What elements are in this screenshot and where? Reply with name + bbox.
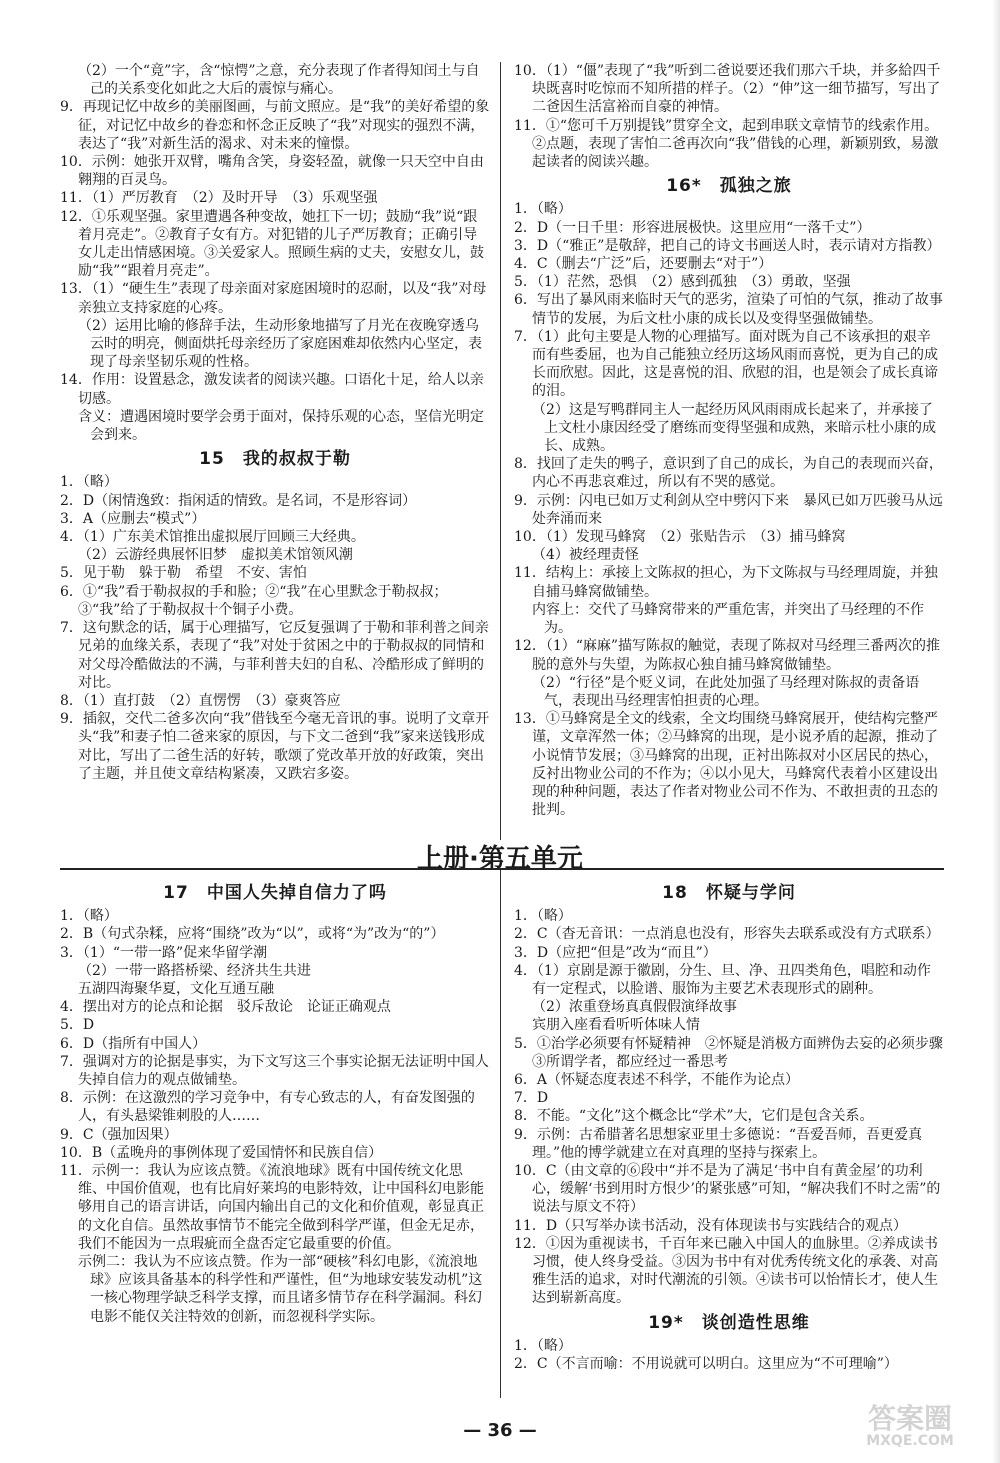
answer-item: 5．①治学必须要有怀疑精神 ②怀疑是消极方面辨伪去妄的必须步骤 ③所谓学者，都应经过一番思考 (514, 1035, 957, 1070)
section-title: 17 中国人失掉自信力了吗 (163, 883, 387, 903)
answer-subitem: 含义：遭遇困境时要学会勇于面对，保持乐观的心态，坚信光明定会到来。 (78, 408, 484, 444)
section-title: 19* 谈创造性思维 (648, 1312, 810, 1333)
answer-subitem: （4）被经理责怪 (532, 547, 639, 564)
unit-rule (60, 868, 944, 870)
answer-subitem: （2）云游经典展怀旧梦 虚拟美术馆领风潮 (78, 547, 353, 564)
answer-item: 11．D（只写举办读书活动，没有体现读书与实践结合的观点） (514, 1217, 908, 1234)
answer-item: 5．D (60, 1017, 95, 1034)
answer-item: 5．（1）茫然，恐惧 （2）感到孤独 （3）勇敢，坚强 (514, 274, 851, 291)
answer-item: 14．作用：设置悬念，激发读者的阅读兴趣。口语化十足，给人以亲切感。 (60, 372, 484, 407)
answer-item: 11．（1）严厉教育 （2）及时开导 （3）乐观坚强 (60, 190, 378, 207)
page-number: — 36 — (463, 1420, 537, 1441)
answer-item: 6．A（怀疑态度表述不科学，不能作为论点） (514, 1072, 800, 1089)
watermark-url: MXQE.COM (866, 1433, 954, 1449)
answer-item: 10．（1）“僵”表现了“我”听到二爸说要还我们那六千块，并多給四千块既喜时吃惊而不知所措的样子。（2）“伸”这一细节描写，写出了二爸因生活富裕而自豪的神情。 (514, 63, 941, 116)
answer-item: 8．示例：在这激烈的学习竞争中，有专心致志的人，有奋发图强的人，有头悬梁锥刺股的人…… (60, 1090, 475, 1125)
answer-item: 8．找回了走失的鸭子，意识到了自己的成长，为自己的表现而兴奋，内心不再悲哀难过，所以有不哭的感觉。 (514, 456, 943, 491)
answer-item: 10．示例：她张开双臂，嘴角含笑，身姿轻盈，就像一只天空中自由翱翔的百灵鸟。 (60, 154, 484, 189)
answer-item: 1．（略） (60, 908, 118, 925)
answer-item: 6．D（指所有中国人） (60, 1035, 207, 1052)
unit-title: 上册·第五单元 (417, 844, 583, 874)
answer-item: 3．（1）“一带一路”促来华留学潮 (60, 944, 268, 961)
answer-item: 11．结构上：承接上文陈叔的担心，为下文陈叔与马经理周旋，并独自捕马蜂窝做铺垫。 (514, 565, 938, 600)
answer-item: 1．（略） (514, 201, 572, 218)
answer-item: 1．（略） (60, 474, 118, 491)
answer-item: 7．这句默念的话，属于心理描写，它反复强调了于勒和菲利普之间亲兄弟的血缘关系，表现了“我”对处于贫困之中的于勒叔叔的同情和对父母冷酷做法的不满，与菲利普夫妇的自私、冷酷形成了鲜明的对比。 (60, 620, 489, 691)
answer-item: 8．不能。“文化”这个概念比“学术”大，它们是包含关系。 (514, 1108, 874, 1125)
answer-item: 2．B（句式杂糅，应将“围绕”改为“以”，或将“为”改为“的”） (60, 926, 445, 943)
answer-item: 9．示例：古希腊著名思想家亚里士多德说：“吾爱吾师，吾更爱真理。”他的博学就建立在对真理的坚持与探索上。 (514, 1126, 923, 1161)
answer-item: 8．（1）直打鼓 （2）直愣愣 （3）豪爽答应 (60, 692, 341, 709)
answer-subitem: （2）一带一路搭桥梁、经济共生共进 (78, 962, 311, 979)
answer-item: 3．D（应把“但是”改为“而且”） (514, 944, 717, 961)
section-title: 16* 孤独之旅 (666, 176, 792, 197)
answer-item: 9．C（强加因果） (60, 1126, 178, 1143)
column-bottom-left (60, 878, 490, 1326)
answer-item: 12．（1）“麻麻”描写陈叔的触觉，表现了陈叔对马经理三番两次的推脱的意外与失望，为陈叔心独自捕马蜂窝做铺垫。 (514, 638, 941, 673)
answer-subitem: 五湖四海聚华夏，文化互通互融 (78, 981, 274, 998)
answer-item: 10．B（孟晚舟的事例体现了爱国情怀和民族自信） (60, 1144, 383, 1161)
answer-subitem: （2）“行径”是个贬义词，在此处加强了马经理对陈叔的责备语气，表现出马经理害怕担责的心理。 (532, 674, 920, 709)
answer-item: 4．（1）广东美术馆推出虚拟展厅回顾三大经典。 (60, 529, 365, 546)
answer-subitem: 示例二：我认为不应该点赞。作为一部“硬核”科幻电影，《流浪地球》应该具备基本的科学性和严谨性，但“为地球安装发动机”这一核心物理学缺乏科学支撑，而且诸多情节存在科学漏洞。科幻电影不能仅关注特效的创新，而忽视科学实际。 (78, 1254, 483, 1325)
answer-item: 7．D (514, 1090, 549, 1107)
answer-item: 5．见于勒 躲于勒 希望 不安、害怕 (60, 565, 307, 582)
scan-edge-shadow (992, 0, 1000, 1463)
column-divider-top (500, 62, 501, 840)
answer-subitem: 宾朋入座看看听听体味人情 (532, 1017, 700, 1034)
answer-item: 6．写出了暴风雨来临时天气的恶劣，渲染了可怕的气氛，推动了故事情节的发展，为后文杜小康的成长以及变得坚强做铺垫。 (514, 292, 943, 327)
answer-item: 12．①乐观坚强。家里遭遇各种变故，她扛下一切；鼓励“我”说“跟着月亮走”。②教育子女有方。对犯错的儿子严厉教育；正确引导女儿走出情感困境。③关爱家人。照顾生病的丈夫，安慰女儿，鼓励“我”“跟着月亮走”。 (60, 208, 484, 280)
column-bottom-right (514, 878, 957, 1373)
answer-item: 2．C（杳无音讯：一点消息也没有，形容失去联系或没有方式联系） (514, 926, 940, 943)
column-divider-bottom (500, 870, 501, 1398)
answer-item: 2．D（一日千里：形容进展极快。这里应用“一落千丈”） (514, 219, 871, 236)
column-top-right (514, 62, 944, 819)
watermark-logo (830, 1402, 990, 1455)
answer-subitem: （2）一个“竟”字，含“惊愕”之意，充分表现了作者得知闰土与自己的关系变化如此之大后的震惊与痛心。 (78, 63, 480, 98)
answer-item: 3．A（应删去“模式”） (60, 510, 206, 527)
answer-item: 10．C（由文章的⑥段中“并不是为了满足‘书中自有黄金屋’的功利心，缓解‘书到用时方恨少’的紧张感”可知，“解决我们不时之需”的说法与原文不符） (514, 1163, 941, 1216)
answer-item: 13．（1）“硬生生”表现了母亲面对家庭困境时的忍耐，以及“我”对母亲独立支持家庭的心疼。 (60, 281, 487, 316)
column-top-left (60, 62, 490, 783)
answer-item: 6．①“我”看于勒叔叔的手和脸；②“我”在心里默念于勒叔叔；③“我”给了于勒叔叔十个铜子小费。 (60, 583, 448, 618)
answer-item: 4．C（删去“广泛”后，还要删去“对于”） (514, 256, 773, 273)
answer-item: 7．强调对方的论据是事实，为下文写这三个事实论据无法证明中国人失掉自信力的观点做铺垫。 (60, 1053, 489, 1089)
watermark-text: 答案圈 (867, 1402, 952, 1435)
answer-subitem: （2）这是写鸭群同主人一起经历风风雨雨成长起来了，并承接了上文杜小康因经受了磨练而变得坚强和成熟，来暗示杜小康的成长、成熟。 (532, 401, 936, 455)
answer-item: 7．（1）此句主要是人物的心理描写。面对既为自己不该承担的艰辛而有些委屈，也为自己能独立经历这场风雨而喜悦，更为自己的成长而欣慰。因此，这是喜悦的泪、欣慰的泪，也是领会了成长真谛的泪。 (514, 328, 938, 400)
answer-item: 9．示例：闪电已如万丈利剑从空中劈闪下来 暴风已如万匹骏马从远处奔涌而来 (514, 492, 943, 527)
answer-subitem: （2）运用比喻的修辞手法，生动形象地描写了月光在夜晚穿透乌云时的明亮，侧面烘托母亲经历了家庭困难却依然内心坚定，表现了母亲坚韧乐观的性格。 (78, 317, 482, 371)
answer-item: 11．①“您可千万别提钱”贯穿全文，起到串联文章情节的线索作用。②点题，表现了害怕二爸再次向“我”借钱的心理，新颖别致，易激起读者的阅读兴趣。 (514, 117, 939, 171)
answer-item: 13．①马蜂窝是全文的线索，全文均围绕马蜂窝展开，使结构完整严谨，文章浑然一体；②马蜂窝的出现，是小说矛盾的起源，推动了小说情节发展；③马蜂窝的出现，正衬出陈叔对小区居民的热心，反衬出物业公司的不作为；④以小见大，马蜂窝代表着小区建设出现的种种问题，表达了作者对物业公司不作为、不敢担责的丑态的批判。 (514, 711, 938, 819)
answer-item: 2．C（不言而喻：不用说就可以明白。这里应为“不可理喻”） (514, 1356, 898, 1373)
answer-item: 2．D（闲情逸致：指闲适的情致。是名词，不是形容词） (60, 492, 417, 509)
answer-item: 9．再现记忆中故乡的美丽图画，与前文照应。是“我”的美好希望的象征，对记忆中故乡的眷恋和怀念正反映了“我”对现实的强烈不满，表达了“我”对新生活的渴求、对未来的憧憬。 (60, 99, 490, 152)
answer-subitem: 内容上：交代了马蜂窝带来的严重危害，并突出了马经理的不作为。 (532, 601, 924, 637)
answer-item: 1．（略） (514, 1337, 572, 1354)
answer-subitem: （2）浓重登场真真假假演绎故事 (532, 999, 737, 1016)
answer-item: 1．（略） (514, 908, 572, 925)
answer-item: 10．（1）发现马蜂窝 （2）张贴告示 （3）捕马蜂窝 (514, 529, 846, 546)
answer-item: 4．摆出对方的论点和论据 驳斥敌论 论证正确观点 (60, 999, 391, 1016)
answer-item: 9．插叙，交代二爸多次向“我”借钱至今毫无音讯的事。说明了文章开头“我”和妻子怕二爸来家的原因，与下文二爸到“我”家来送钱形成对比，写出了二爸生活的好转，歌颂了党改革开放的好政策，突出了主题，并且使文章结构紧凑，又跌宕多姿。 (60, 711, 490, 782)
section-title: 15 我的叔叔于勒 (199, 449, 351, 470)
answer-item: 12．①因为重视读书，千百年来已融入中国人的血脉里。②养成读书习惯，使人终身受益。③因为书中有对优秀传统文化的承袭、对高雅生活的追求，对时代潮流的引领。④读书可以怡情长才，使人生达到崭新高度。 (514, 1235, 938, 1307)
section-title: 18 怀疑与学问 (662, 883, 796, 903)
answer-item: 3．D（“雅正”是敬辞，把自己的诗文书画送人时，表示请对方指教） (514, 237, 941, 254)
answer-item: 4．（1）京剧是源于徽剧，分生、旦、净、丑四类角色，唱腔和动作有一定程式，以脸谱、服饰为主要艺术表现形式的剧种。 (514, 962, 931, 998)
answer-item: 11．示例一：我认为应该点赞。《流浪地球》既有中国传统文化思维、中国价值观，也有比肩好莱坞的电影特效，让中国科幻电影能够用自己的语言讲话，向国内输出自己的文化和价值观，彰显真正的文化自信。虽然故事情节不能完全做到科学严谨，但金无足赤，我们不能因为一点瑕疵而全盘否定它最重要的价值。 (60, 1163, 484, 1252)
